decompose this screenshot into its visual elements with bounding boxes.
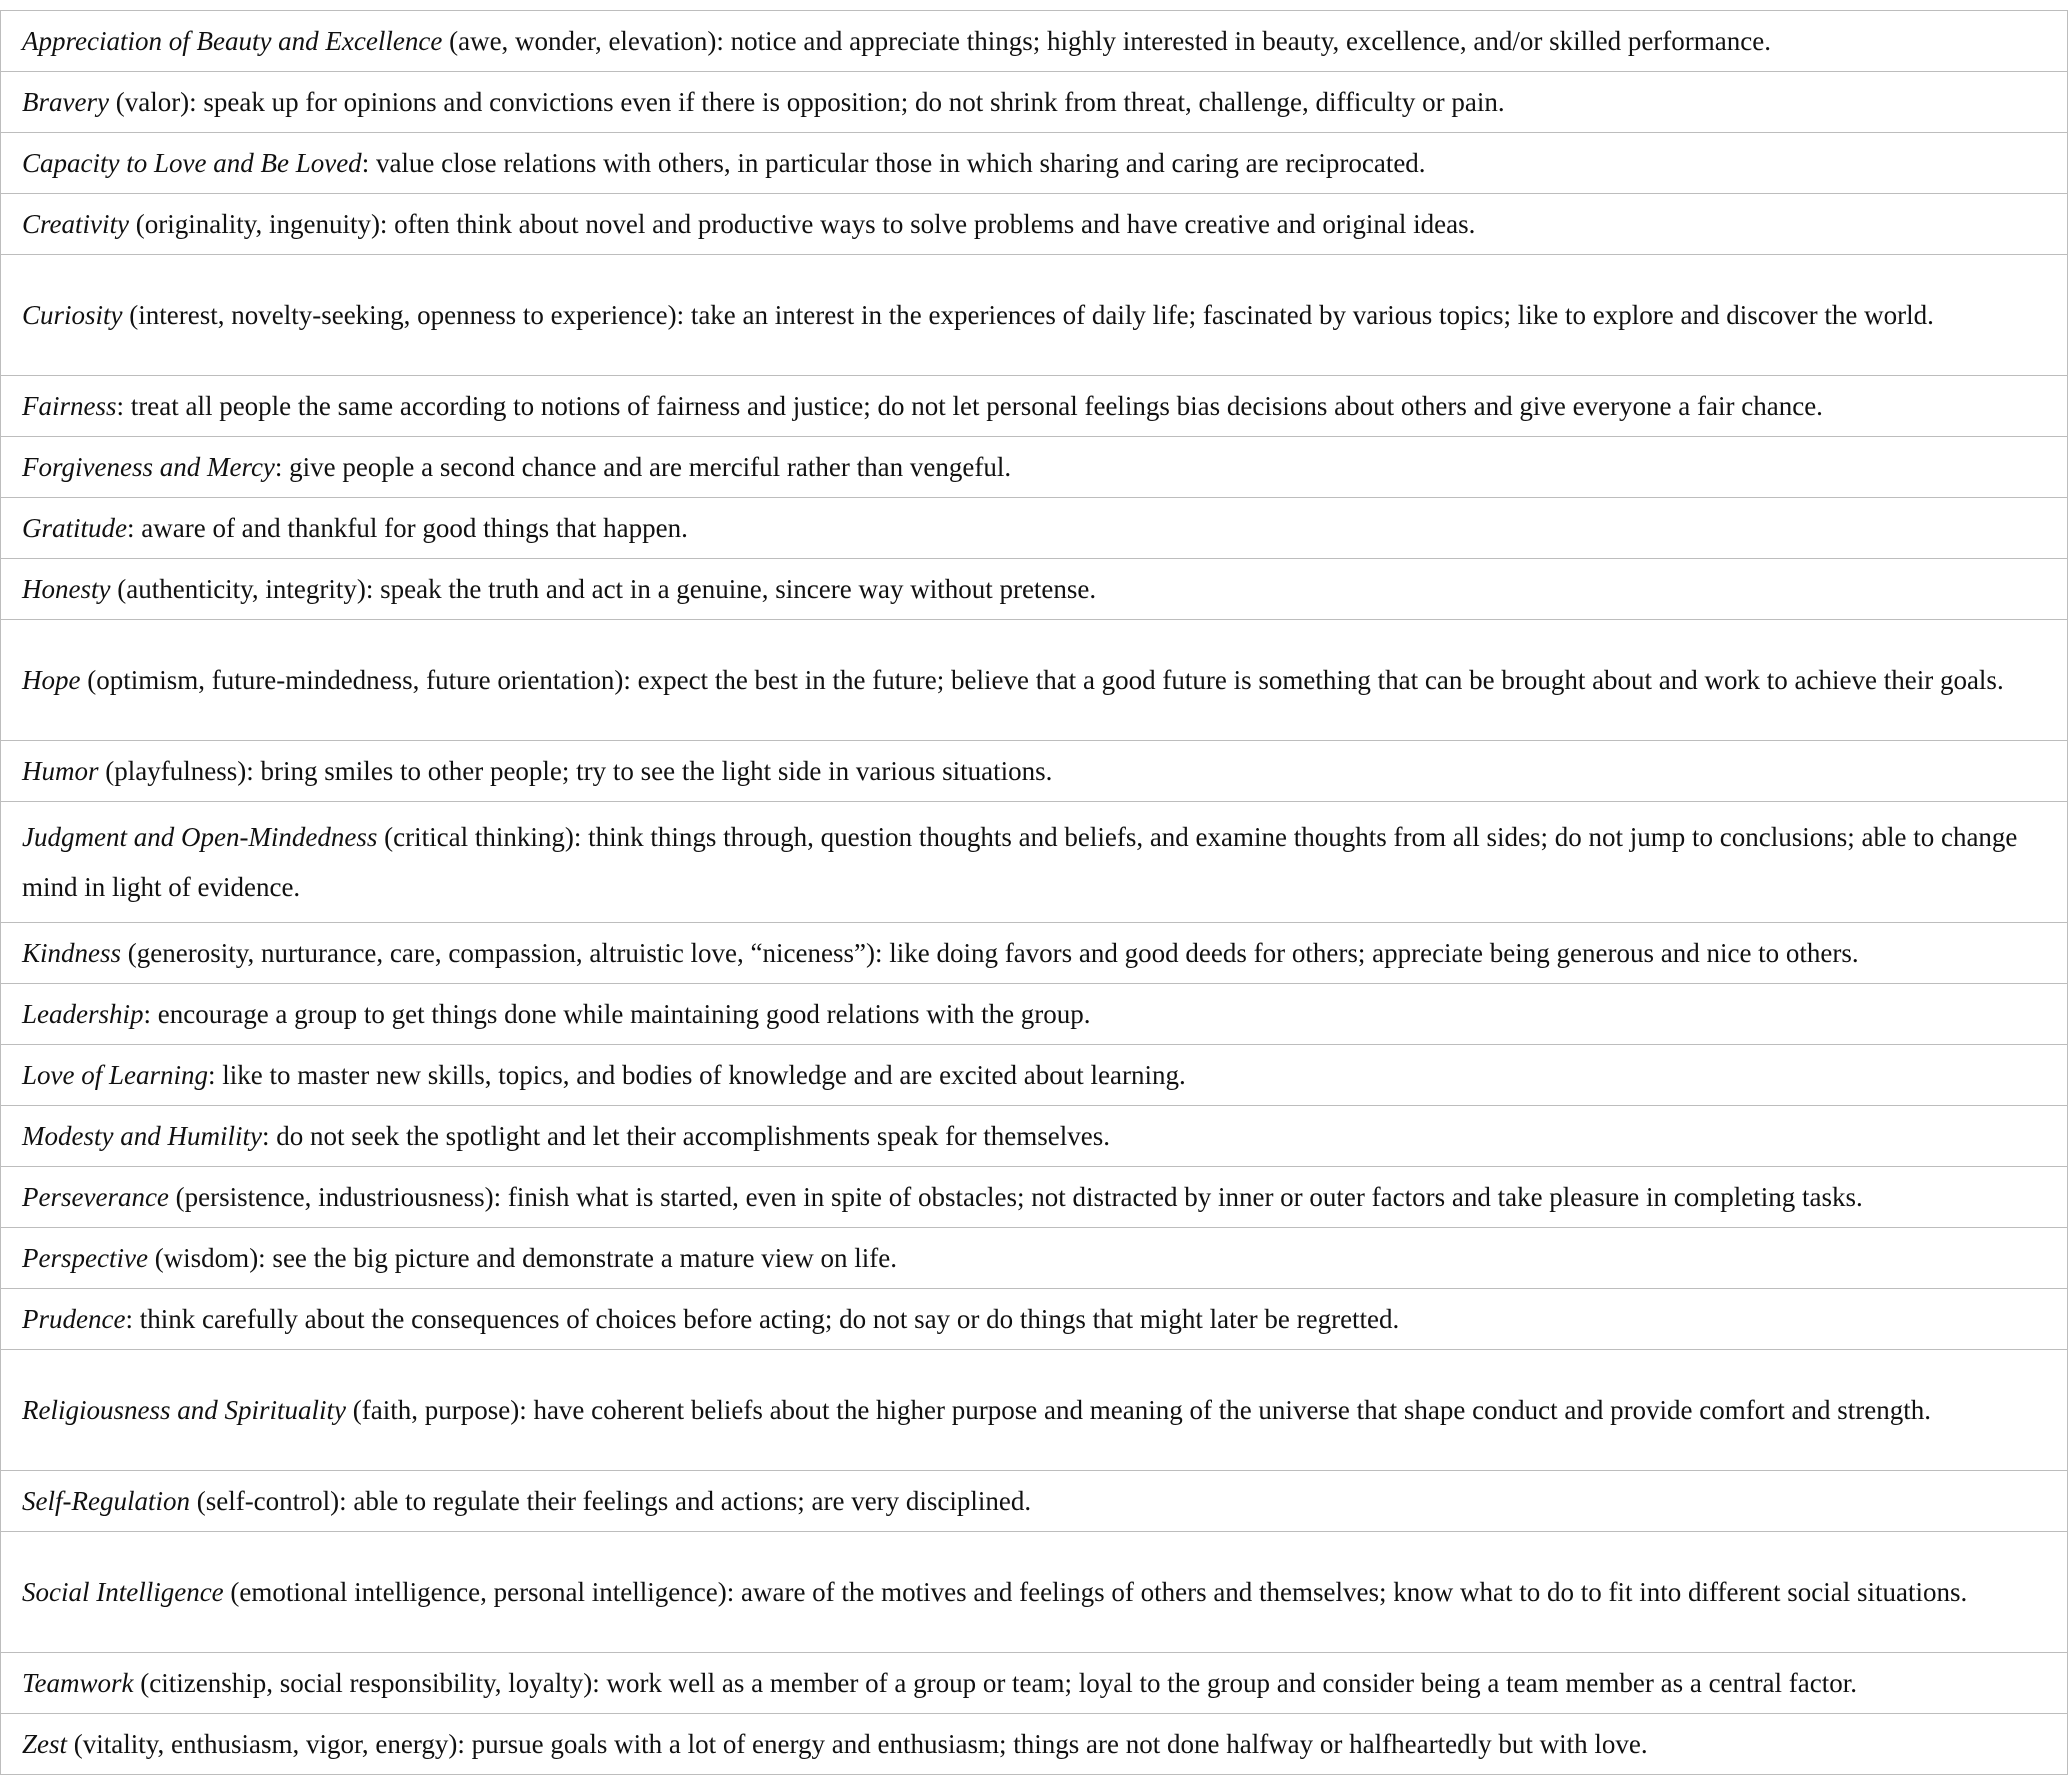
strength-term: Fairness — [22, 391, 117, 421]
strength-description: (emotional intelligence, personal intelligence): aware of the motives and feelings of others and themselves; know what to do to fit into different social situations. — [223, 1577, 1968, 1607]
table-cell — [1, 1228, 2068, 1289]
strength-description: : think carefully about the consequences of choices before acting; do not say or do things that might later be regretted. — [125, 1304, 1400, 1334]
strength-term: Hope — [22, 665, 81, 695]
table-row — [1, 984, 2068, 1045]
table-cell — [1, 1289, 2068, 1350]
strength-term: Humor — [22, 756, 99, 786]
strength-term: Love of Learning — [22, 1060, 208, 1090]
table-cell — [1, 194, 2068, 255]
table-row — [1, 498, 2068, 559]
strength-term: Gratitude — [22, 513, 127, 543]
strength-description: (authenticity, integrity): speak the truth and act in a genuine, sincere way without pretense. — [110, 574, 1097, 604]
table-cell — [1, 133, 2068, 194]
table-row — [1, 437, 2068, 498]
table-row — [1, 1228, 2068, 1289]
table-row — [1, 194, 2068, 255]
strength-description: : encourage a group to get things done while maintaining good relations with the group. — [143, 999, 1091, 1029]
table-cell — [1, 376, 2068, 437]
strength-term: Modesty and Humility — [22, 1121, 262, 1151]
table-row — [1, 1289, 2068, 1350]
table-cell — [1, 923, 2068, 984]
strength-description: (originality, ingenuity): often think about novel and productive ways to solve problems and have creative and original ideas. — [128, 209, 1476, 239]
strength-term: Capacity to Love and Be Loved — [22, 148, 362, 178]
table-cell — [1, 1045, 2068, 1106]
table-row — [1, 1167, 2068, 1228]
table-row — [1, 133, 2068, 194]
table-cell — [1, 1653, 2068, 1714]
strength-description: (citizenship, social responsibility, loyalty): work well as a member of a group or team; loyal to the group and consider being a team member as a central factor. — [133, 1668, 1857, 1698]
strength-term: Perspective — [22, 1243, 148, 1273]
strength-description: : like to master new skills, topics, and bodies of knowledge and are excited about learning. — [208, 1060, 1186, 1090]
table-row — [1, 923, 2068, 984]
strength-term: Curiosity — [22, 300, 123, 330]
strength-term: Zest — [22, 1729, 68, 1759]
table-cell — [1, 498, 2068, 559]
table-cell — [1, 1532, 2068, 1653]
strength-description: : treat all people the same according to notions of fairness and justice; do not let personal feelings bias decisions about others and give everyone a fair chance. — [116, 391, 1823, 421]
strength-description: : give people a second chance and are merciful rather than vengeful. — [274, 452, 1012, 482]
table-row — [1, 1714, 2068, 1775]
strength-description: (valor): speak up for opinions and convictions even if there is opposition; do not shrink from threat, challenge, difficulty or pain. — [108, 87, 1505, 117]
table-row — [1, 1471, 2068, 1532]
table-cell — [1, 437, 2068, 498]
strength-term: Self-Regulation — [22, 1486, 190, 1516]
table-cell — [1, 802, 2068, 923]
table-cell — [1, 72, 2068, 133]
table-cell — [1, 984, 2068, 1045]
strength-description: (optimism, future-mindedness, future orientation): expect the best in the future; believe that a good future is something that can be brought about and work to achieve their goals. — [80, 665, 2004, 695]
strength-description: (interest, novelty-seeking, openness to experience): take an interest in the experiences of daily life; fascinated by various topics; like to explore and discover the world. — [122, 300, 1934, 330]
strength-term: Teamwork — [22, 1668, 134, 1698]
strength-term: Social Intelligence — [22, 1577, 224, 1607]
strength-term: Perseverance — [22, 1182, 169, 1212]
strength-description: : value close relations with others, in particular those in which sharing and caring are reciprocated. — [361, 148, 1426, 178]
strength-term: Bravery — [22, 87, 109, 117]
table-cell — [1, 620, 2068, 741]
strength-term: Forgiveness and Mercy — [22, 452, 275, 482]
strength-term: Kindness — [22, 938, 122, 968]
table-cell — [1, 1350, 2068, 1471]
strength-description: : do not seek the spotlight and let their accomplishments speak for themselves. — [261, 1121, 1111, 1151]
strength-description: (critical thinking): think things through, question thoughts and beliefs, and examine thoughts from all sides; do not jump to conclusions; able to change mind in light of evidence. — [22, 822, 2018, 902]
table-row — [1, 741, 2068, 802]
strength-description: (self-control): able to regulate their feelings and actions; are very disciplined. — [189, 1486, 1032, 1516]
table-row — [1, 802, 2068, 923]
table-cell — [1, 1106, 2068, 1167]
table-row — [1, 72, 2068, 133]
table-row — [1, 1653, 2068, 1714]
strength-description: (wisdom): see the big picture and demonstrate a mature view on life. — [147, 1243, 897, 1273]
table-cell — [1, 1471, 2068, 1532]
strength-term: Creativity — [22, 209, 129, 239]
table-row — [1, 620, 2068, 741]
strength-term: Prudence — [22, 1304, 126, 1334]
strength-term: Judgment and Open-Mindedness — [22, 822, 378, 852]
table-cell — [1, 255, 2068, 376]
table-row — [1, 1350, 2068, 1471]
strength-term: Religiousness and Spirituality — [22, 1395, 346, 1425]
table-row — [1, 376, 2068, 437]
table-cell — [1, 1714, 2068, 1775]
table-row — [1, 255, 2068, 376]
table-row — [1, 1045, 2068, 1106]
table-cell — [1, 741, 2068, 802]
strength-description: (playfulness): bring smiles to other people; try to see the light side in various situations. — [98, 756, 1053, 786]
table-row — [1, 559, 2068, 620]
strength-term: Leadership — [22, 999, 144, 1029]
strength-description: (persistence, industriousness): finish what is started, even in spite of obstacles; not distracted by inner or outer factors and take pleasure in completing tasks. — [168, 1182, 1863, 1212]
table-cell — [1, 11, 2068, 72]
strength-term: Honesty — [22, 574, 111, 604]
strength-description: (awe, wonder, elevation): notice and appreciate things; highly interested in beauty, excellence, and/or skilled performance. — [442, 26, 1771, 56]
table-cell — [1, 559, 2068, 620]
strength-term: Appreciation of Beauty and Excellence — [22, 26, 443, 56]
strength-description: (faith, purpose): have coherent beliefs about the higher purpose and meaning of the universe that shape conduct and provide comfort and strength. — [346, 1395, 1931, 1425]
table-row — [1, 11, 2068, 72]
strength-description: (generosity, nurturance, care, compassion, altruistic love, “niceness”): like doing favors and good deeds for others; appreciate being generous and nice to others. — [121, 938, 1859, 968]
table-cell — [1, 1167, 2068, 1228]
strength-description: : aware of and thankful for good things that happen. — [127, 513, 688, 543]
table-row — [1, 1532, 2068, 1653]
strength-description: (vitality, enthusiasm, vigor, energy): pursue goals with a lot of energy and enthusiasm; things are not done halfway or halfheartedly but with love. — [67, 1729, 1648, 1759]
character-strengths-table — [0, 10, 2068, 1775]
table-row — [1, 1106, 2068, 1167]
